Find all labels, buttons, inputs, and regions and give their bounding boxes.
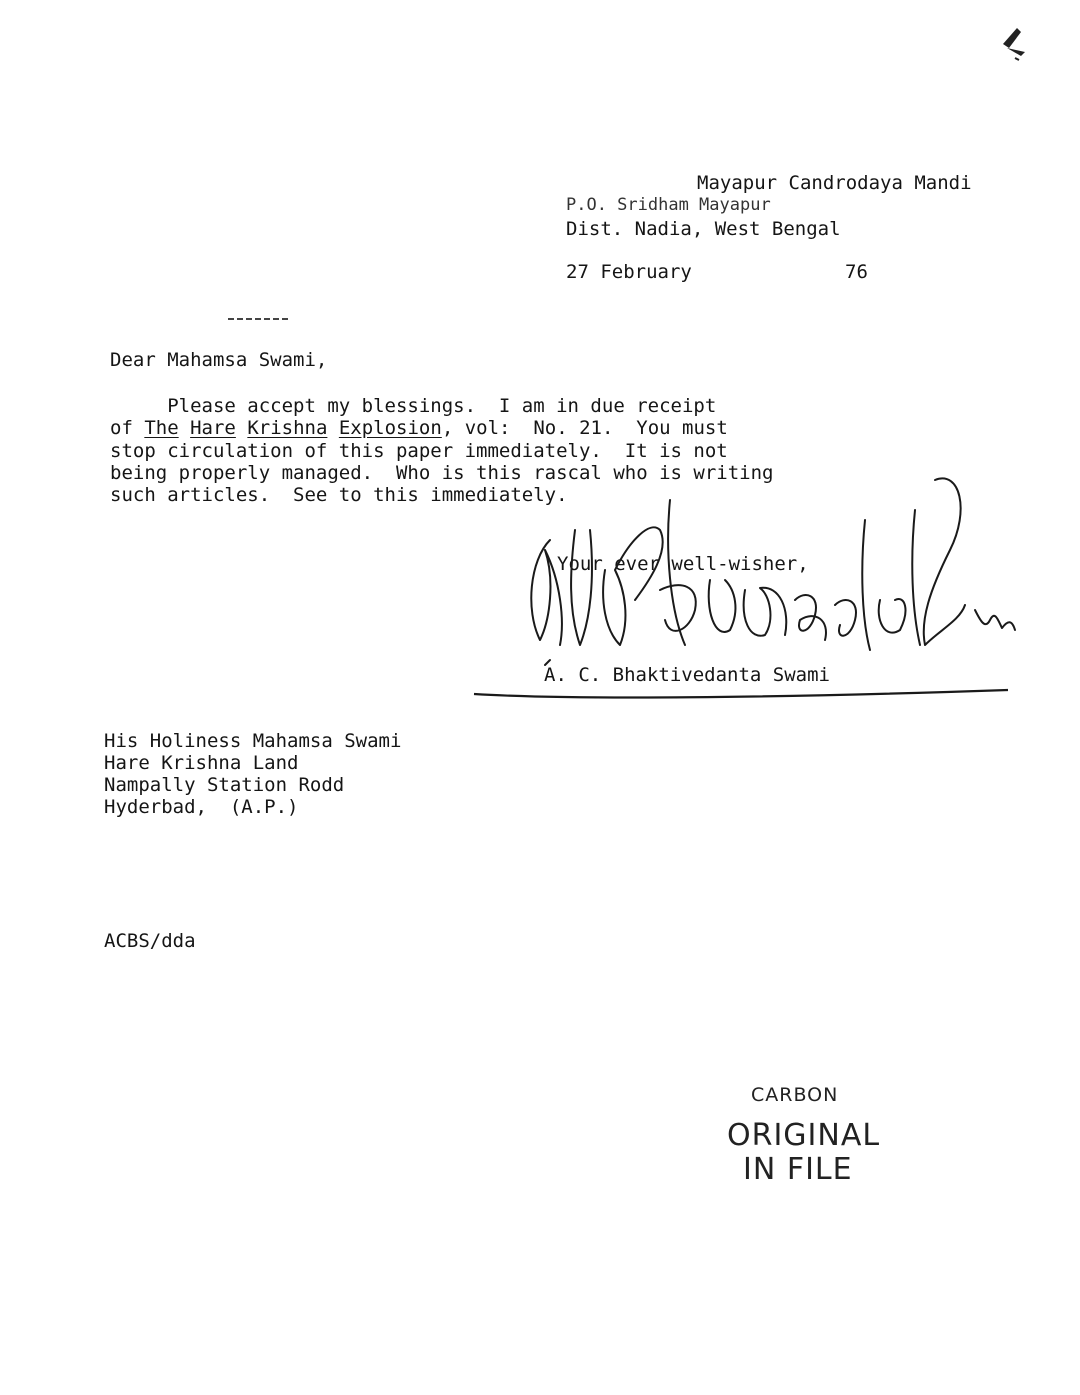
recipient-line-4: Hyderbad, (A.P.) bbox=[104, 796, 299, 818]
address-line-2: P.O. Sridham Mayapur bbox=[566, 195, 771, 215]
signature-name: A. C. Bhaktivedanta Swami bbox=[544, 664, 830, 686]
publication-title-word-4: Explosion bbox=[338, 417, 442, 439]
publication-title-word-2: Hare bbox=[190, 417, 236, 439]
stamp-original: ORIGINAL bbox=[727, 1118, 881, 1153]
address-line-1: Mayapur Candrodaya Mandi bbox=[697, 172, 972, 194]
recipient-line-3: Nampally Station Rodd bbox=[104, 774, 345, 796]
stamp-in-file: IN FILE bbox=[743, 1152, 853, 1187]
body-line-5: such articles. See to this immediately. bbox=[110, 484, 568, 506]
signature-underline bbox=[472, 688, 1012, 702]
date-year: 76 bbox=[845, 261, 868, 283]
address-line-3: Dist. Nadia, West Bengal bbox=[566, 218, 841, 240]
ink-smudge bbox=[226, 316, 292, 322]
body-line-3: stop circulation of this paper immediately. It is not bbox=[110, 440, 728, 462]
recipient-line-1: His Holiness Mahamsa Swami bbox=[104, 730, 402, 752]
reference-code: ACBS/dda bbox=[104, 930, 196, 952]
body-line-2-post: , vol: No. 21. You must bbox=[441, 417, 728, 439]
publication-title-word-1: The bbox=[144, 417, 179, 439]
closing: Your ever well-wisher, bbox=[557, 553, 809, 575]
corner-mark-icon bbox=[995, 22, 1035, 62]
date-day-month: 27 February bbox=[566, 261, 692, 283]
publication-title-word-3: Krishna bbox=[247, 417, 328, 439]
body-line-4: being properly managed. Who is this rascal who is writing bbox=[110, 462, 774, 484]
body-line-2 bbox=[110, 417, 728, 439]
stamp-carbon: CARBON bbox=[751, 1084, 839, 1106]
recipient-line-2: Hare Krishna Land bbox=[104, 752, 299, 774]
body-line-1: Please accept my blessings. I am in due receipt bbox=[110, 395, 717, 417]
body-line-2-pre: of bbox=[110, 417, 145, 439]
salutation: Dear Mahamsa Swami, bbox=[110, 349, 328, 371]
